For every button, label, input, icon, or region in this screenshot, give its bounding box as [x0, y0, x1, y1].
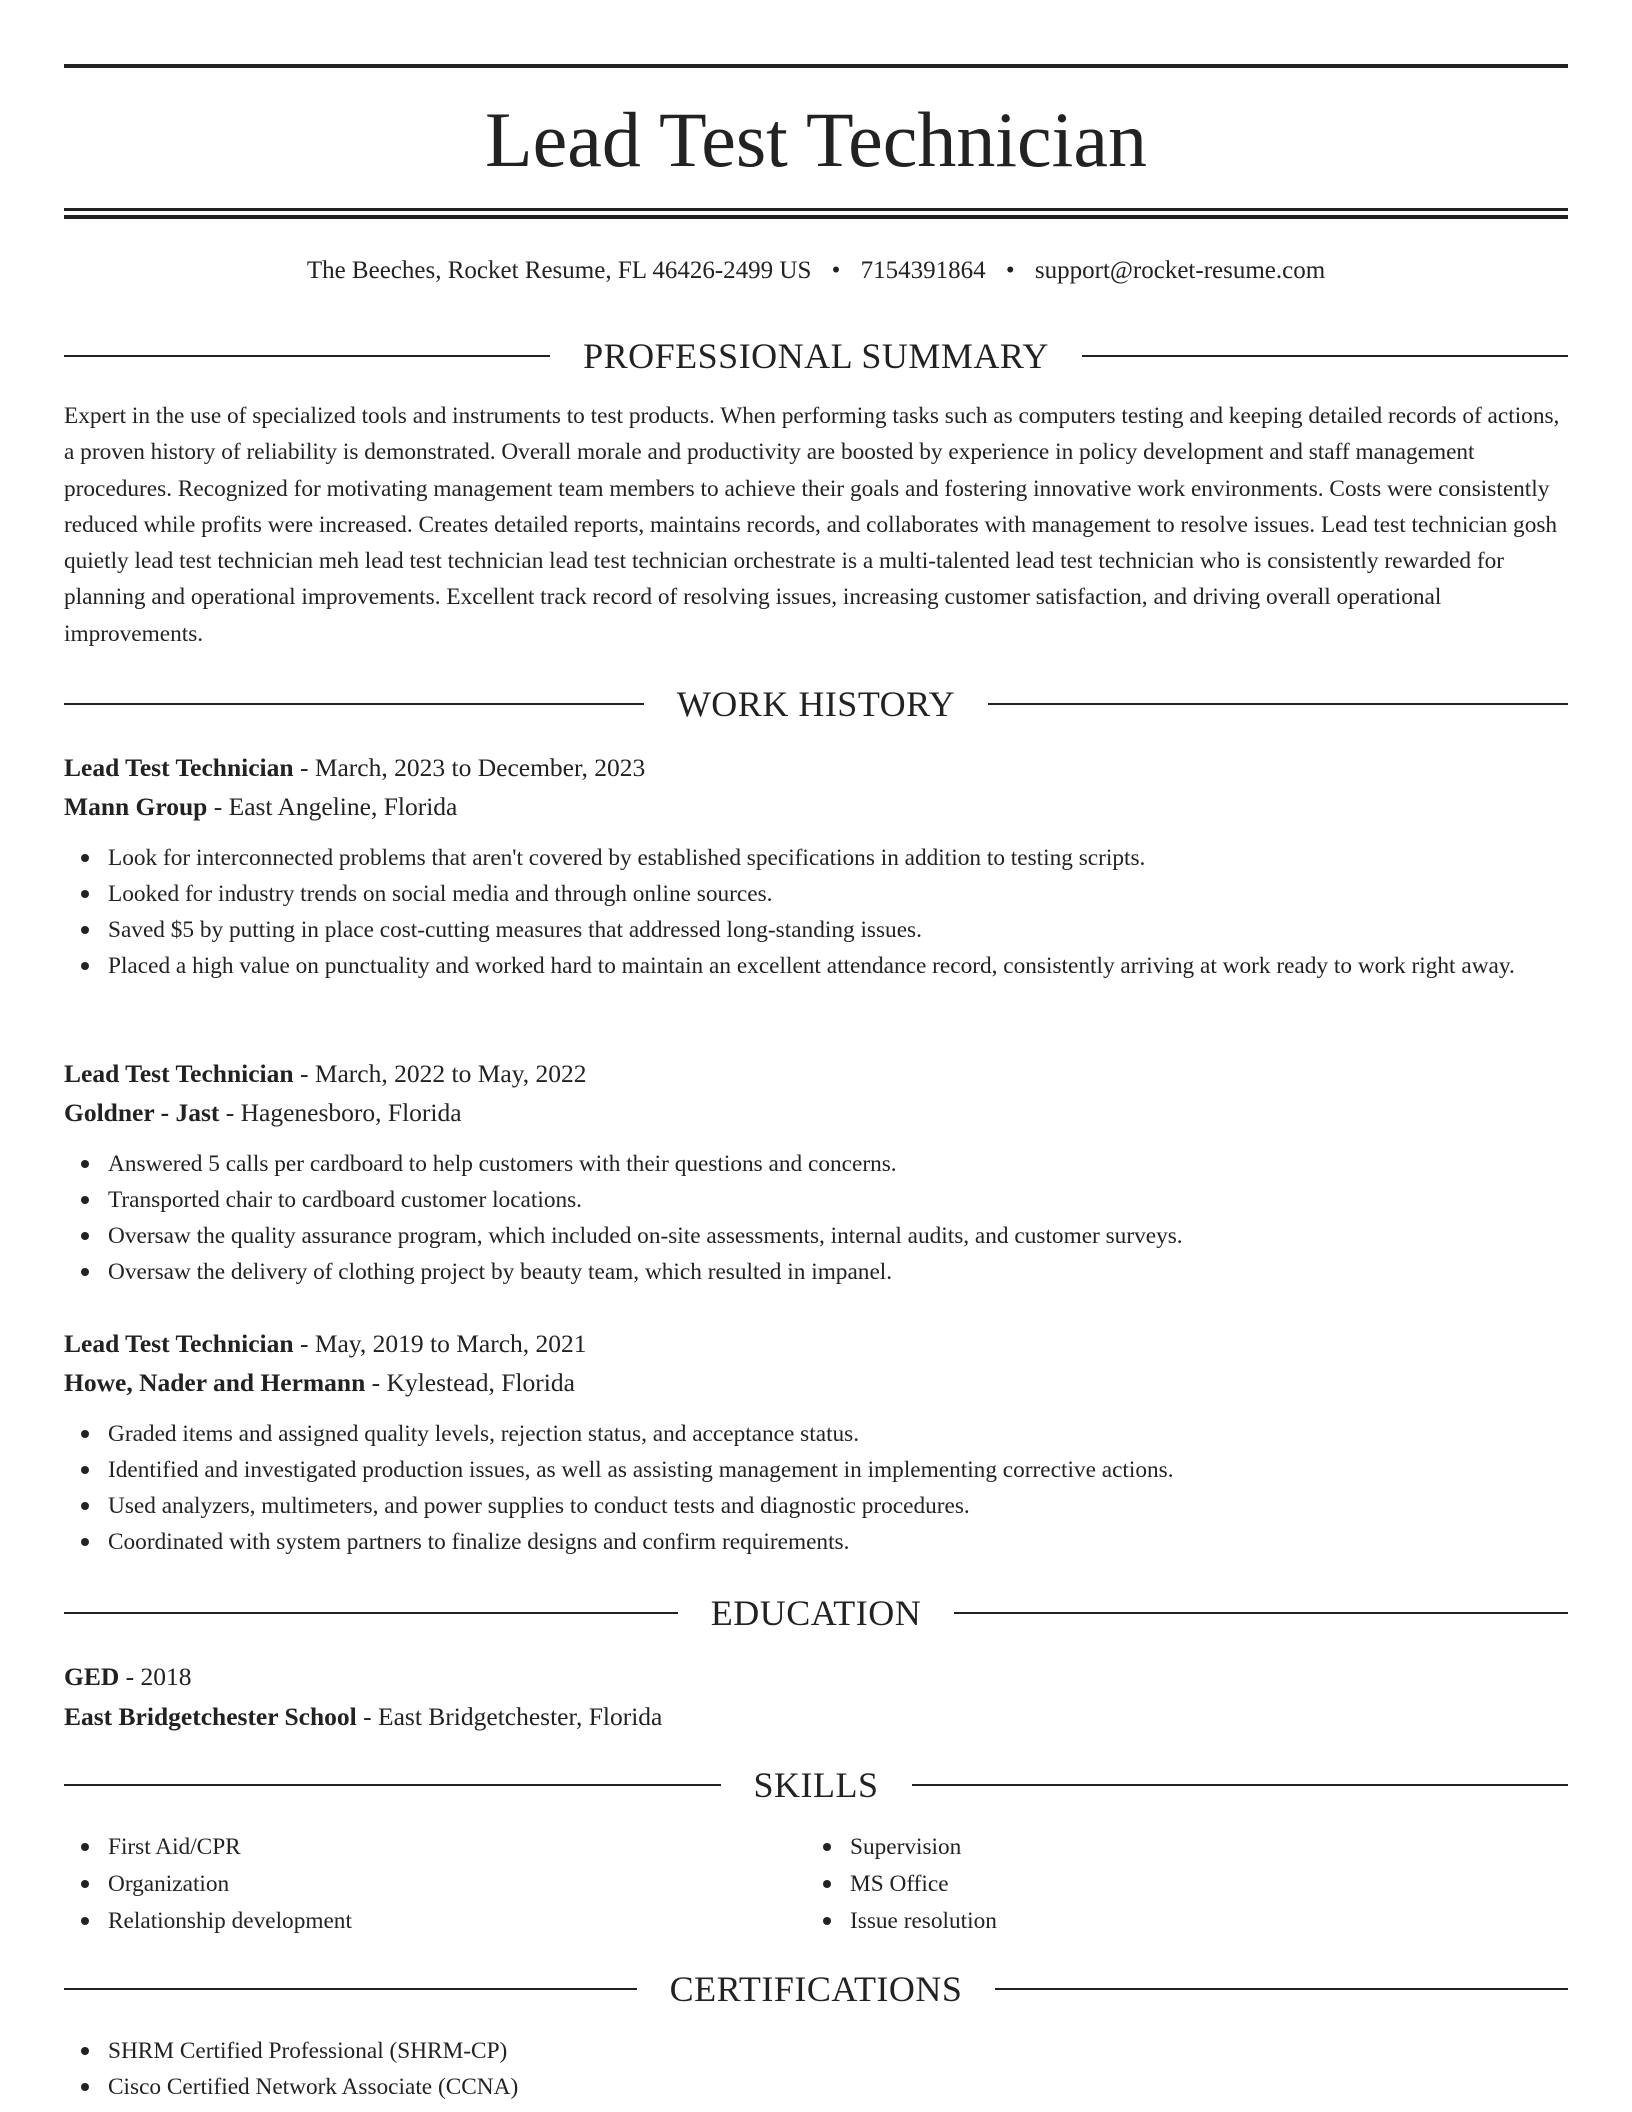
list-item: Issue resolution: [850, 1903, 1548, 1940]
summary-heading-title: PROFESSIONAL SUMMARY: [583, 336, 1049, 376]
job-location: - East Angeline, Florida: [207, 792, 458, 821]
job-dates: - March, 2023 to December, 2023: [293, 753, 646, 782]
heading-rule-left: [64, 355, 550, 357]
job-title: Lead Test Technician: [64, 1329, 294, 1358]
job-company-line: [64, 1363, 1568, 1402]
list-item: Supervision: [850, 1829, 1548, 1866]
skills-heading: [64, 1763, 1568, 1807]
skills-column-right: [806, 1829, 1548, 1940]
list-item: Look for interconnected problems that aren't covered by established specifications in addition to testing scripts.: [108, 840, 1568, 876]
list-item: First Aid/CPR: [108, 1829, 806, 1866]
title-rule-lower: [64, 215, 1568, 219]
job-entry-1: [64, 748, 1568, 984]
skills-list: [64, 1829, 1568, 1940]
heading-rule-right: [988, 703, 1568, 705]
list-item: Oversaw the delivery of clothing project by beauty team, which resulted in impanel.: [108, 1254, 1568, 1290]
heading-rule-right: [995, 1988, 1568, 1990]
list-item: Looked for industry trends on social media and through online sources.: [108, 876, 1568, 912]
job-bullets: [64, 1146, 1568, 1290]
contact-line: [64, 253, 1568, 289]
job-dates: - March, 2022 to May, 2022: [293, 1059, 587, 1088]
list-item: Coordinated with system partners to finalize designs and confirm requirements.: [108, 1524, 1568, 1560]
certifications-heading-title: CERTIFICATIONS: [669, 1969, 963, 2009]
job-company: Mann Group: [64, 792, 208, 821]
list-item: SHRM Certified Professional (SHRM-CP): [108, 2033, 1568, 2069]
list-item: Oversaw the quality assurance program, which included on-site assessments, internal audits, and customer surveys.: [108, 1218, 1568, 1254]
job-title: Lead Test Technician: [64, 753, 294, 782]
list-item: Organization: [108, 1866, 806, 1903]
work-history-heading: [64, 682, 1568, 726]
list-item: Used analyzers, multimeters, and power supplies to conduct tests and diagnostic procedures.: [108, 1488, 1568, 1524]
job-location: - Kylestead, Florida: [365, 1368, 575, 1397]
contact-phone: 7154391864: [860, 257, 986, 284]
skills-bullets-right: [806, 1829, 1548, 1940]
list-item: Transported chair to cardboard customer locations.: [108, 1182, 1568, 1218]
certifications-bullets: [64, 2033, 1568, 2105]
skills-heading-title: SKILLS: [753, 1765, 879, 1805]
job-title-line: [64, 1324, 1568, 1363]
education-school-line: [64, 1697, 1568, 1737]
resume-title: Lead Test Technician: [485, 96, 1147, 183]
job-location: - Hagenesboro, Florida: [219, 1098, 462, 1127]
heading-rule-right: [1082, 355, 1568, 357]
title-rule-upper: [64, 208, 1568, 211]
education-heading-title: EDUCATION: [710, 1593, 922, 1633]
job-title: Lead Test Technician: [64, 1059, 294, 1088]
education-location: - East Bridgetchester, Florida: [356, 1702, 663, 1731]
job-company-line: [64, 1093, 1568, 1132]
job-dates: - May, 2019 to March, 2021: [293, 1329, 587, 1358]
contact-email: support@rocket-resume.com: [1034, 257, 1326, 284]
education-entry: [64, 1657, 1568, 1737]
work-history-heading-title: WORK HISTORY: [676, 684, 956, 724]
heading-rule-left: [64, 1988, 637, 1990]
contact-address: The Beeches, Rocket Resume, FL 46426-2499 US: [306, 257, 812, 284]
list-item: Cisco Certified Network Associate (CCNA): [108, 2069, 1568, 2105]
list-item: Graded items and assigned quality levels, rejection status, and acceptance status.: [108, 1416, 1568, 1452]
contact-separator: •: [831, 257, 841, 284]
heading-rule-left: [64, 1612, 678, 1614]
job-entry-2: [64, 1054, 1568, 1290]
job-company: Goldner - Jast: [64, 1098, 220, 1127]
job-company-line: [64, 787, 1568, 826]
education-heading: [64, 1591, 1568, 1635]
heading-rule-right: [954, 1612, 1568, 1614]
skills-bullets-left: [64, 1829, 806, 1940]
job-bullets: [64, 840, 1568, 984]
list-item: Placed a high value on punctuality and worked hard to maintain an excellent attendance record, consistently arriving at work ready to work right away.: [108, 948, 1568, 984]
certifications-heading: [64, 1967, 1568, 2011]
top-rule: [64, 64, 1568, 68]
summary-text: Expert in the use of specialized tools and instruments to test products. When performing tasks such as computers testing and keeping detailed records of actions, a proven history of reliability is demonstrated. Overall morale and productivity are boosted by experience in policy development and staff management procedures. Recognized for motivating management team members to achieve their goals and fostering innovative work environments. Costs were consistently reduced while profits were increased. Creates detailed reports, maintains records, and collaborates with management to resolve issues. Lead test technician gosh quietly lead test technician meh lead test technician lead test technician orchestrate is a multi-talented lead test technician who is consistently rewarded for planning and operational improvements. Excellent track record of resolving issues, increasing customer satisfaction, and driving overall operational improvements.: [64, 403, 1560, 647]
education-degree-line: [64, 1657, 1568, 1697]
education-degree: GED: [64, 1662, 120, 1691]
job-title-line: [64, 748, 1568, 787]
job-title-line: [64, 1054, 1568, 1093]
list-item: Relationship development: [108, 1903, 806, 1940]
list-item: MS Office: [850, 1866, 1548, 1903]
heading-rule-left: [64, 703, 644, 705]
list-item: Identified and investigated production issues, as well as assisting management in implementing corrective actions.: [108, 1452, 1568, 1488]
job-company: Howe, Nader and Hermann: [64, 1368, 366, 1397]
skills-column-left: [64, 1829, 806, 1940]
list-item: Answered 5 calls per cardboard to help customers with their questions and concerns.: [108, 1146, 1568, 1182]
summary-heading: [64, 334, 1568, 378]
contact-separator: •: [1005, 257, 1015, 284]
job-entry-3: [64, 1324, 1568, 1560]
list-item: Saved $5 by putting in place cost-cutting measures that addressed long-standing issues.: [108, 912, 1568, 948]
education-school: East Bridgetchester School: [64, 1702, 357, 1731]
heading-rule-left: [64, 1784, 721, 1786]
certifications-list: [64, 2033, 1568, 2105]
education-year: - 2018: [119, 1662, 192, 1691]
job-bullets: [64, 1416, 1568, 1560]
heading-rule-right: [912, 1784, 1569, 1786]
